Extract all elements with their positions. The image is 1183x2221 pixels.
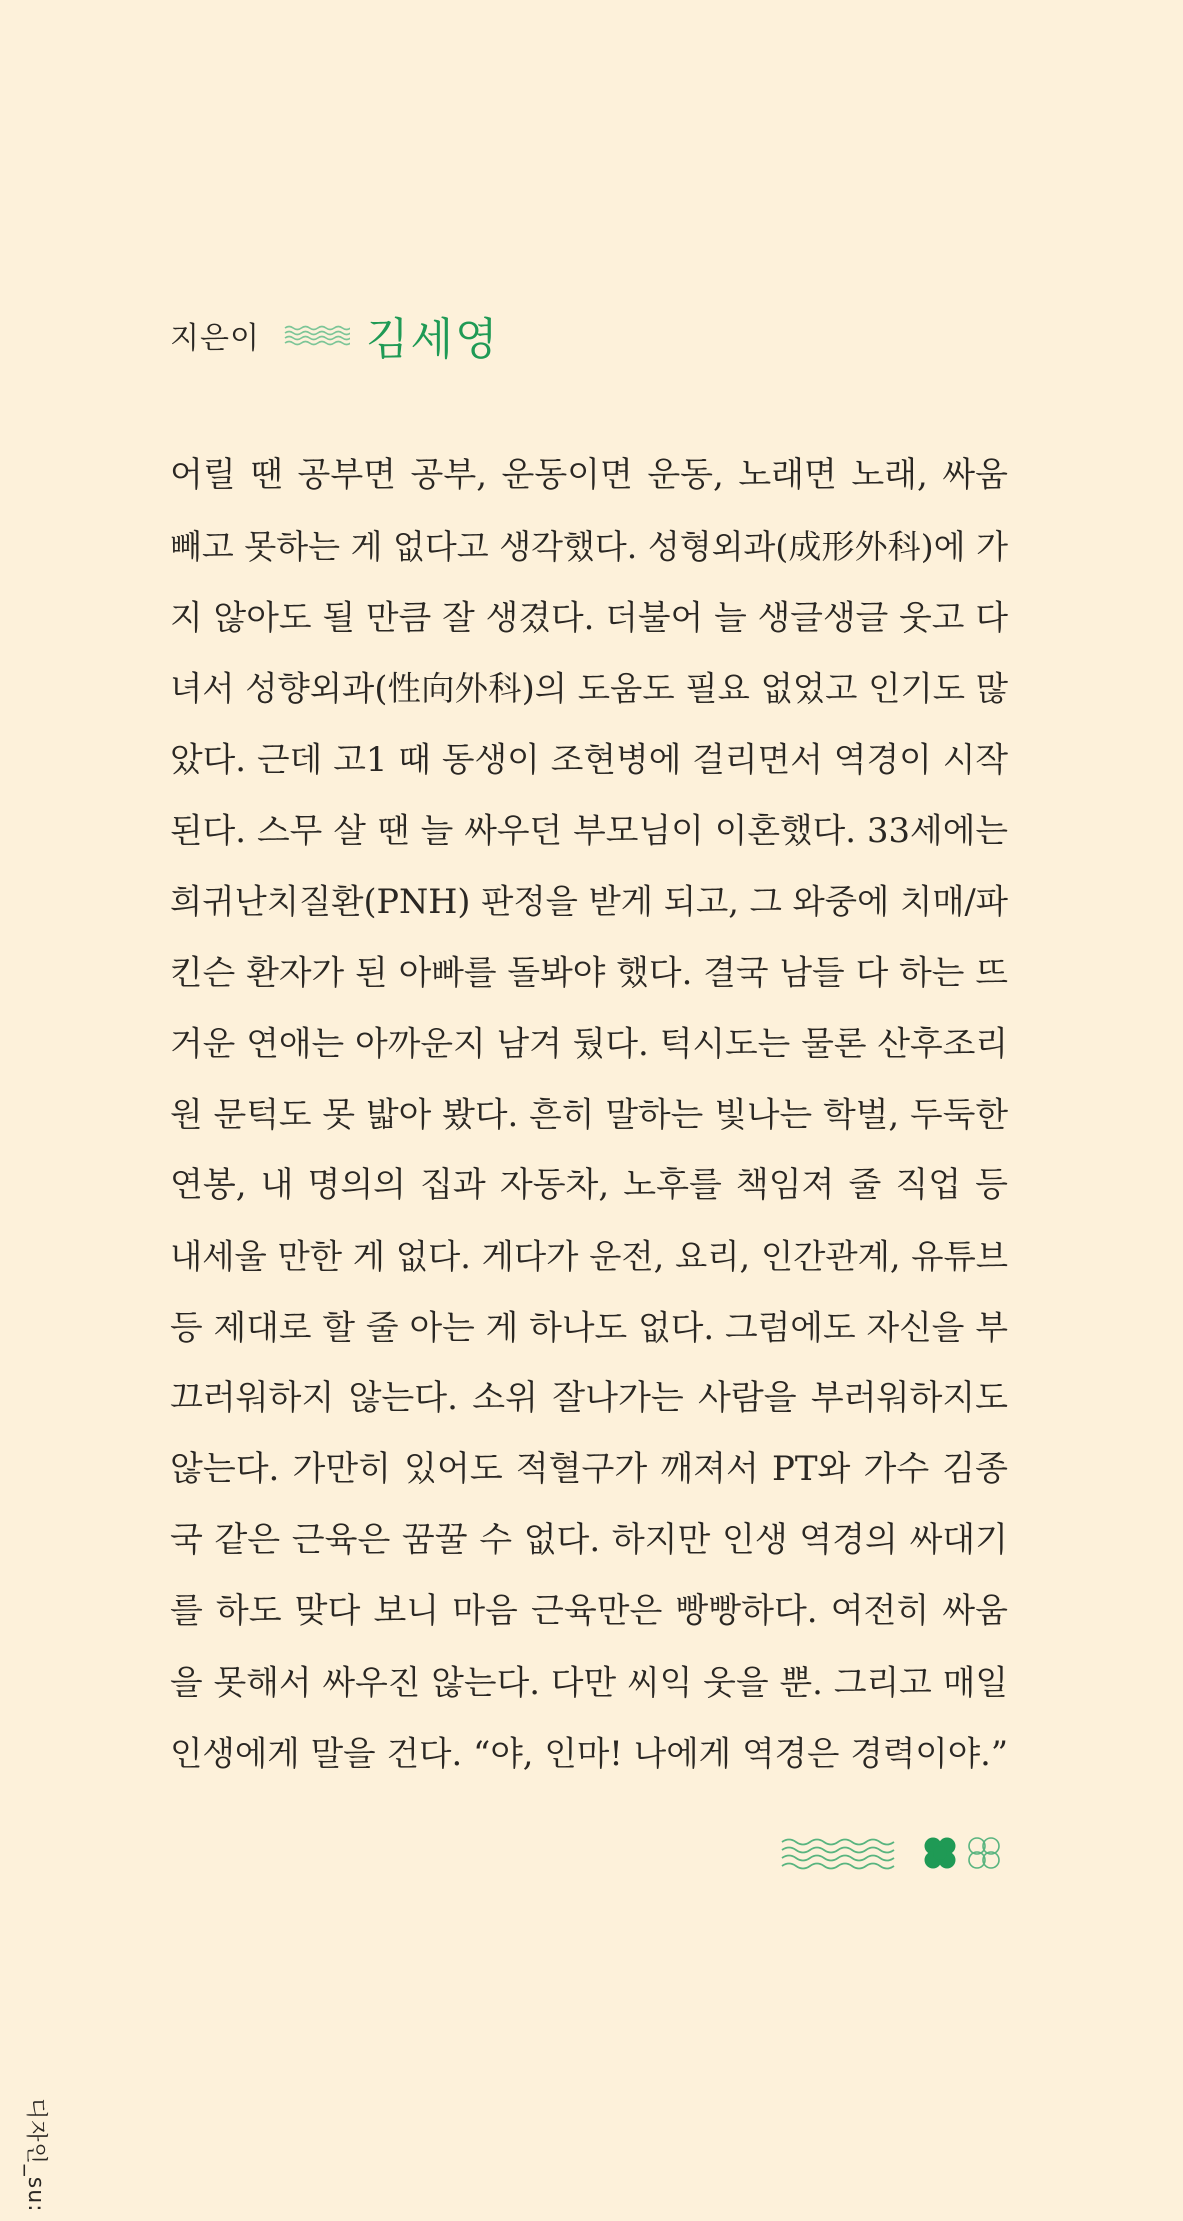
bio-line: 를 하도 맞다 보니 마음 근육만은 빵빵하다. 여전히 싸움 <box>170 1591 1008 1631</box>
bio-line: 내세울 만한 게 없다. 게다가 운전, 요리, 인간관계, 유튜브 <box>170 1237 1008 1276</box>
author-header <box>170 300 499 370</box>
bio-line: 인생에게 말을 건다. “야, 인마! 나에게 역경은 경력이야.” <box>170 1734 1008 1773</box>
bio-line: 빼고 못하는 게 없다고 생각했다. 성형외과(成形外科)에 가 <box>170 527 1008 566</box>
clover-outline-icon <box>969 1838 999 1868</box>
bio-line: 않는다. 가만히 있어도 적혈구가 깨져서 PT와 가수 김종 <box>170 1449 1008 1489</box>
decoration-ornament <box>780 1828 1010 1878</box>
bio-line: 을 못해서 싸우진 않는다. 다만 씨익 웃을 뿐. 그리고 매일 <box>170 1663 1008 1702</box>
bio-line: 거운 연애는 아까운지 남겨 뒀다. 턱시도는 물론 산후조리 <box>170 1024 1008 1063</box>
wave-lines-icon <box>284 324 350 346</box>
bio-line: 희귀난치질환(PNH) 판정을 받게 되고, 그 와중에 치매/파 <box>170 882 1008 921</box>
bio-line: 연봉, 내 명의의 집과 자동차, 노후를 책임져 줄 직업 등 <box>170 1165 1008 1205</box>
bio-line: 어릴 땐 공부면 공부, 운동이면 운동, 노래면 노래, 싸움 <box>170 455 1008 495</box>
wave-lines-icon <box>782 1840 894 1869</box>
bio-line: 원 문턱도 못 밟아 봤다. 흔히 말하는 빛나는 학벌, 두둑한 <box>170 1095 1008 1134</box>
bio-line: 지 않아도 될 만큼 잘 생겼다. 더불어 늘 생글생글 웃고 다 <box>170 598 1008 637</box>
bio-line: 킨슨 환자가 된 아빠를 돌봐야 했다. 결국 남들 다 하는 뜨 <box>170 953 1008 992</box>
author-bio <box>170 440 1008 1789</box>
bio-line: 국 같은 근육은 꿈꿀 수 없다. 하지만 인생 역경의 싸대기 <box>170 1520 1008 1560</box>
design-credit: 디자인_su: <box>23 2098 48 2213</box>
bio-line: 등 제대로 할 줄 아는 게 하나도 없다. 그럼에도 자신을 부 <box>170 1308 1008 1347</box>
bio-line: 았다. 근데 고1 때 동생이 조현병에 걸리면서 역경이 시작 <box>170 740 1008 779</box>
bio-line: 된다. 스무 살 땐 늘 싸우던 부모님이 이혼했다. 33세에는 <box>170 811 1008 850</box>
author-name: 김세영 <box>365 314 500 365</box>
clover-icon <box>925 1838 956 1869</box>
author-label: 지은이 <box>170 321 260 356</box>
bio-line: 끄러워하지 않는다. 소위 잘나가는 사람을 부러워하지도 <box>170 1378 1008 1418</box>
bio-line: 녀서 성향외과(性向外科)의 도움도 필요 없었고 인기도 많 <box>170 669 1008 708</box>
